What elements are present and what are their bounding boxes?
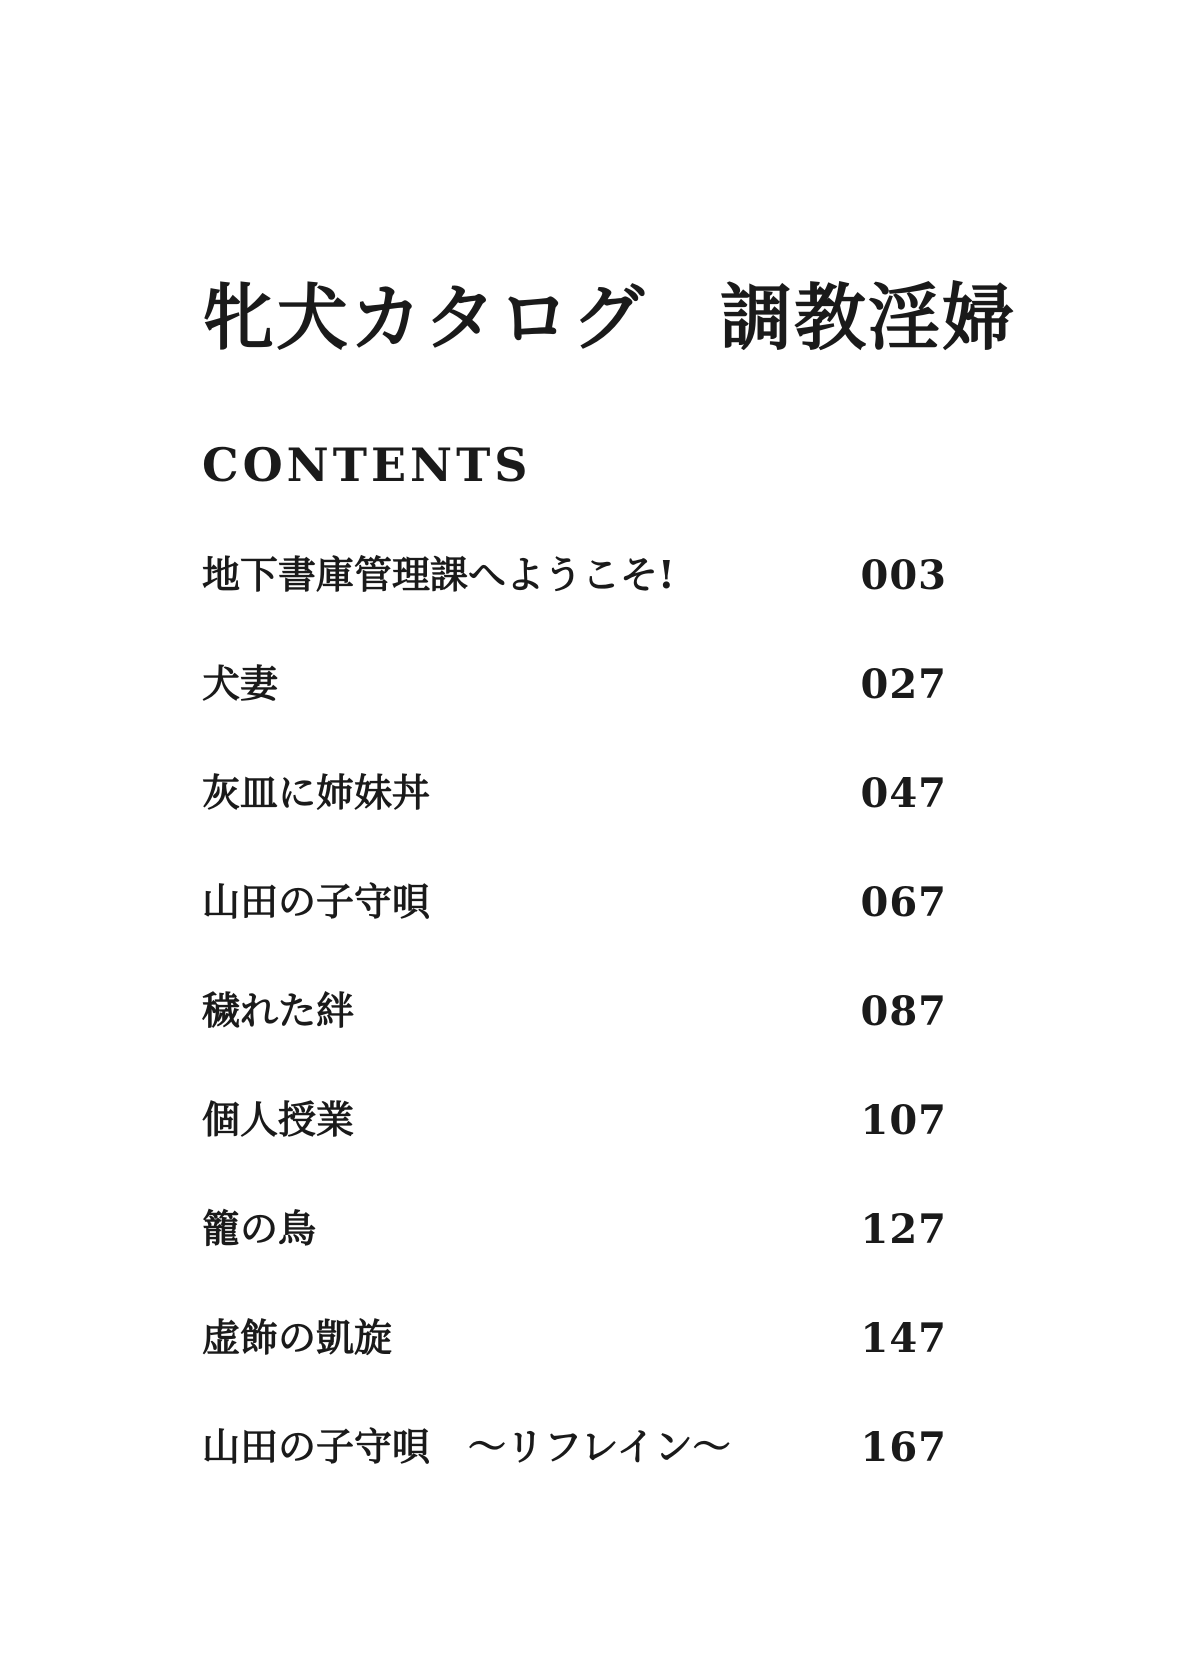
toc-entry-page: 067 <box>860 879 947 926</box>
toc-entry <box>202 988 947 1101</box>
toc-entry-page: 167 <box>860 1424 947 1471</box>
toc-entry-title: 地下書庫管理課へようこそ! <box>202 552 675 597</box>
toc-entry-title: 虚飾の凱旋 <box>202 1315 393 1360</box>
toc-entry <box>202 1315 947 1428</box>
toc-entry-title: 灰皿に姉妹丼 <box>202 770 431 815</box>
toc-entry-title: 籠の鳥 <box>202 1206 317 1251</box>
table-of-contents <box>202 552 947 1537</box>
toc-entry-title: 個人授業 <box>202 1097 355 1142</box>
toc-entry-title: 山田の子守唄 ～リフレイン～ <box>202 1424 731 1469</box>
toc-entry-page: 107 <box>860 1097 947 1144</box>
toc-entry <box>202 552 947 665</box>
toc-entry-page: 047 <box>860 770 947 817</box>
toc-entry-page: 003 <box>860 552 947 599</box>
book-title: 牝犬カタログ 調教淫婦 <box>202 275 1017 360</box>
toc-entry-page: 027 <box>860 661 947 708</box>
toc-entry <box>202 1424 947 1537</box>
toc-entry <box>202 661 947 774</box>
toc-entry-page: 127 <box>860 1206 947 1253</box>
toc-entry-page: 087 <box>860 988 947 1035</box>
toc-entry-title: 山田の子守唄 <box>202 879 431 924</box>
toc-entry <box>202 770 947 883</box>
toc-entry-title: 犬妻 <box>202 661 279 706</box>
toc-entry-title: 穢れた絆 <box>202 988 355 1033</box>
toc-entry-page: 147 <box>860 1315 947 1362</box>
toc-entry <box>202 1097 947 1210</box>
toc-entry <box>202 1206 947 1319</box>
contents-heading: CONTENTS <box>202 438 532 492</box>
toc-entry <box>202 879 947 992</box>
